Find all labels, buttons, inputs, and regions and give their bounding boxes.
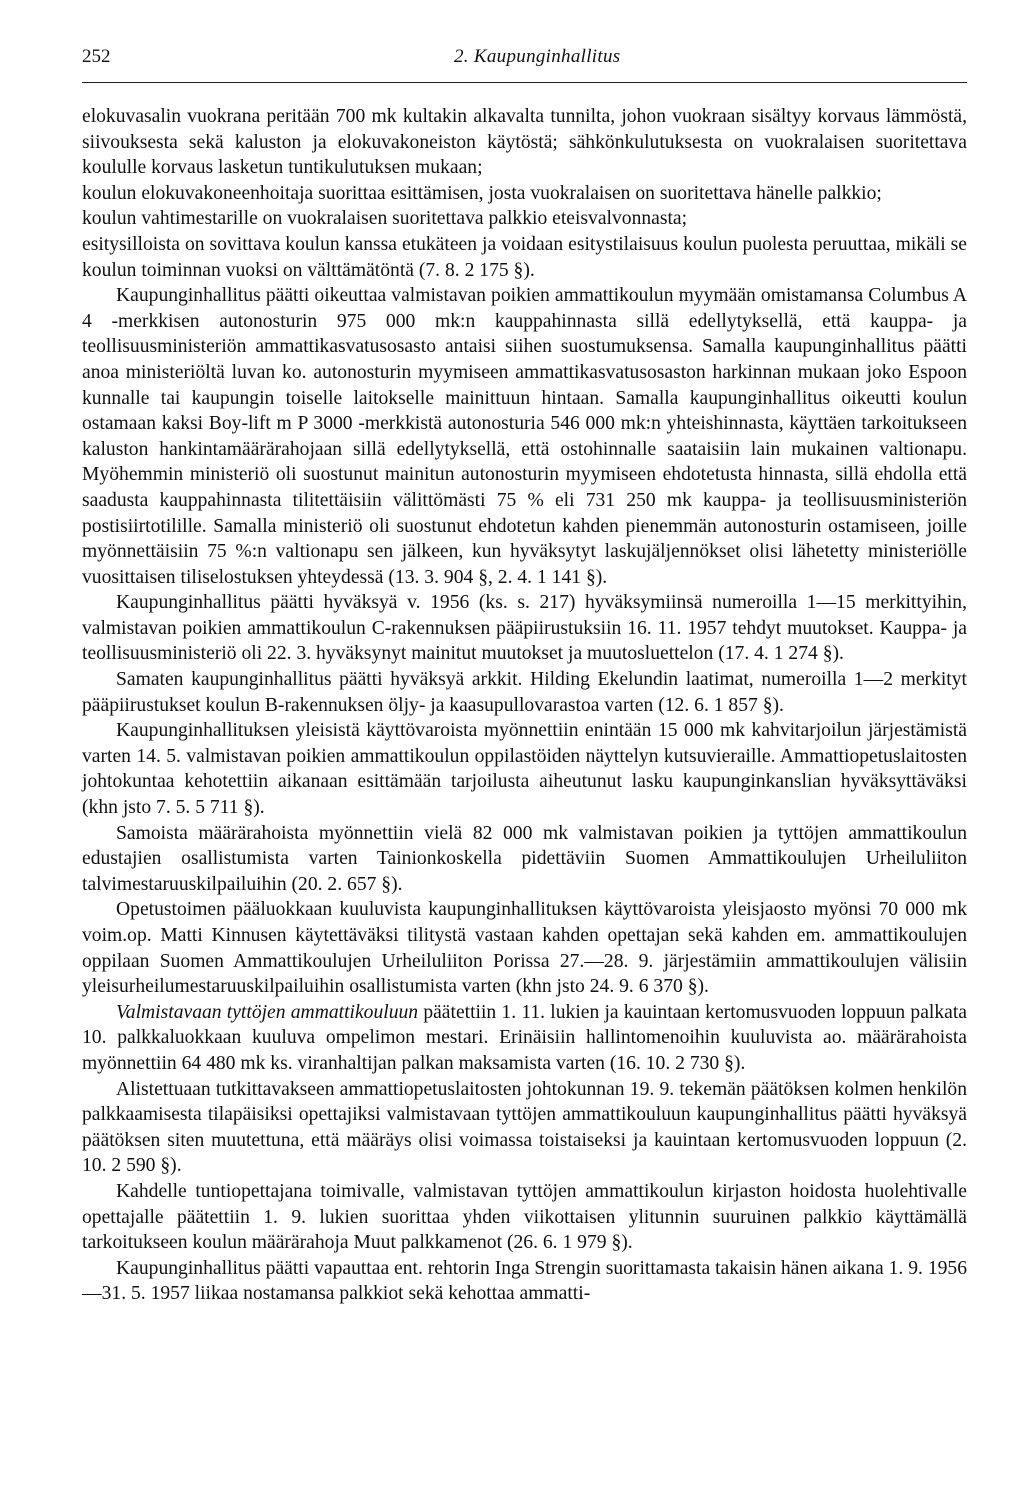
paragraph-text: koulun vahtimestarille on vuokralaisen suoritettava palkkio eteisvalvonnasta; (82, 208, 688, 230)
paragraph-text: Samoista määrärahoista myönnettiin vielä 82 000 mk valmistavan poikien ja tyttöjen ammattikoulun edustajien osallistumista varten Tainionkoskella pidettäviin Suomen Ammattikoulujen Urheiluliiton talvimestaruuskilpailuihin (20. 2. 657 §). (82, 822, 967, 895)
paragraph-text: Alistettuaan tutkittavakseen ammattiopetuslaitosten johtokunnan 19. 9. tekemän päätöksen kolmen henkilön palkkaamisesta tilapäisiksi opettajiksi valmistavaan tyttöjen ammattikouluun kaupunginhallitus päätti hyväksyä päätöksen siten muutettuna, että määräys olisi voimassa toistaiseksi ja kauintaan kertomusvuoden loppuun (2. 10. 2 590 §). (82, 1078, 967, 1177)
paragraph (82, 590, 967, 667)
paragraph-text: Kaupunginhallitus päätti vapauttaa ent. rehtorin Inga Strengin suorittamasta takaisin hänen aikana 1. 9. 1956—31. 5. 1957 liikaa nostamansa palkkiot sekä kehottaa ammatti- (82, 1257, 968, 1305)
paragraph (82, 232, 967, 283)
paragraph (82, 104, 967, 181)
paragraph (82, 1000, 967, 1077)
paragraph (82, 667, 967, 718)
paragraph-text: Kaupunginhallituksen yleisistä käyttövaroista myönnettiin enintään 15 000 mk kahvitarjoilun järjestämistä varten 14. 5. valmistavan poikien ammattikoulun oppilastöiden näyttelyn kutsuvieraille. Ammattiopetuslaitosten johtokuntaa kehotettiin aikanaan esittämään tarjoilusta aiheutunut lasku kaupunginkanslian hyväksyttäväksi (khn jsto 7. 5. 5 711 §). (82, 720, 967, 819)
paragraph (82, 897, 967, 999)
paragraph (82, 1179, 967, 1256)
paragraph-text: Samaten kaupunginhallitus päätti hyväksyä arkkit. Hilding Ekelundin laatimat, numeroilla 1—2 merkityt pääpiirustukset koulun B-rakennuksen öljy- ja kaasupullovarastoa varten (12. 6. 1 857 §). (82, 669, 967, 716)
paragraph-text: päätettiin 1. 11. lukien ja kauintaan kertomusvuoden loppuun palkata 10. palkkaluokkaan kuuluva ompelimon mestari. Erinäisiin hallintomenoihin kuuluvista ao. määrärahoista myönnettiin 64 480 mk ks. viranhaltijan palkan maksamista varten (16. 10. 2 730 §). (82, 1001, 967, 1074)
page-number: 252 (82, 46, 111, 67)
paragraph (82, 206, 967, 232)
italic-heading: Valmistavaan tyttöjen ammattikouluun (116, 1001, 419, 1023)
paragraph-text: esitysilloista on sovittava koulun kanssa etukäteen ja voidaan esitystilaisuus koulun puolesta peruuttaa, mikäli se koulun toiminnan vuoksi on välttämätöntä (7. 8. 2 175 §). (82, 233, 967, 281)
paragraph (82, 1256, 967, 1307)
running-title: 2. Kaupunginhallitus (454, 46, 621, 67)
paragraph (82, 821, 967, 898)
paragraph-text: Kahdelle tuntiopettajana toimivalle, valmistavan tyttöjen ammattikoulun kirjaston hoidosta huolehtivalle opettajalle päätettiin 1. 9. lukien suorittaa yhden viikottaisen ylitunnin suuruinen palkkio käyttämällä tarkoitukseen koulun määrärahoja Muut palkkamenot (26. 6. 1 979 §). (82, 1180, 967, 1254)
paragraph (82, 718, 967, 820)
body-text (82, 104, 967, 1307)
paragraph-text: koulun elokuvakoneenhoitaja suorittaa esittämisen, josta vuokralaisen on suoritettava hänelle palkkio; (82, 182, 882, 204)
paragraph-text: Kaupunginhallitus päätti hyväksyä v. 1956 (ks. s. 217) hyväksymiinsä numeroilla 1—15 merkittyihin, valmistavan poikien ammattikoulun C-rakennuksen pääpiirustuksiin 16. 11. 1957 tehdyt muutokset. Kauppa- ja teollisuusministeriö oli 22. 3. hyväksynyt mainitut muutokset ja muutosluettelon (17. 4. 1 274 §). (82, 592, 967, 665)
page-header (82, 46, 967, 76)
paragraph (82, 181, 967, 207)
paragraph (82, 283, 967, 590)
paragraph-text: elokuvasalin vuokrana peritään 700 mk kultakin alkavalta tunnilta, johon vuokraan sisältyy korvaus lämmöstä, siivouksesta sekä kaluston ja elokuvakoneiston käytöstä; sähkönkulutuksesta on vuokralaisen suoritettava koululle korvaus lasketun tuntikulutuksen mukaan; (82, 106, 967, 179)
paragraph (82, 1077, 967, 1179)
paragraph-text: Kaupunginhallitus päätti oikeuttaa valmistavan poikien ammattikoulun myymään omistamansa Columbus A 4 -merkkisen autonosturin 975 000 mk:n kauppahinnasta sillä edellytyksellä, että kauppa- ja teollisuusministeriön ammattikasvatusosasto antaisi siihen suostumuksensa. Samalla kaupunginhallitus päätti anoa ministeriöltä luvan ko. autonosturin myymiseen ammattikasvatusosaston harkinnan mukaan joko Espoon kunnalle tai kaupungin toiselle laitokselle mainittuun hintaan. Samalla kaupunginhallitus oikeutti koulun ostamaan kaksi Boy-lift m P 3000 -merkkistä autonosturia 546 000 mk:n yhteishinnasta, käyttäen tarkoitukseen kaluston hankintamäärärahojaan sillä edellytyksellä, että ostohinnalle saataisiin lain mukainen valtionapu. Myöhemmin ministeriö oli suostunut mainitun autonosturin myymiseen ehdotetusta hinnasta, sillä ehdolla että saadusta kauppahinnasta tilitettäisiin välittömästi 75 % eli 731 250 mk kauppa- ja teollisuusministeriön postisiirtotilille. Samalla ministeriö oli suostunut ehdotetun kahden pienemmän autonosturin ostamiseen, joille myönnettäisiin 75 %:n valtionapu sen jälkeen, kun hyväksytyt laskujäljennökset olisi lähetetty ministeriölle vuosittaisen tiliselostuksen yhteydessä (13. 3. 904 §, 2. 4. 1 141 §). (82, 285, 967, 588)
paragraph-text: Opetustoimen pääluokkaan kuuluvista kaupunginhallituksen käyttövaroista yleisjaosto myönsi 70 000 mk voim.op. Matti Kinnusen käytettäväksi tilitystä vastaan kahden opettajan sekä kahden em. ammattikoulujen oppilaan Suomen Ammattikoulujen Urheiluliiton Porissa 27.—28. 9. järjestämiin ammattikoulujen välisiin yleisurheilumestaruuskilpailuihin osallistumista varten (khn jsto 24. 9. 6 370 §). (82, 899, 967, 998)
header-rule (82, 82, 967, 83)
